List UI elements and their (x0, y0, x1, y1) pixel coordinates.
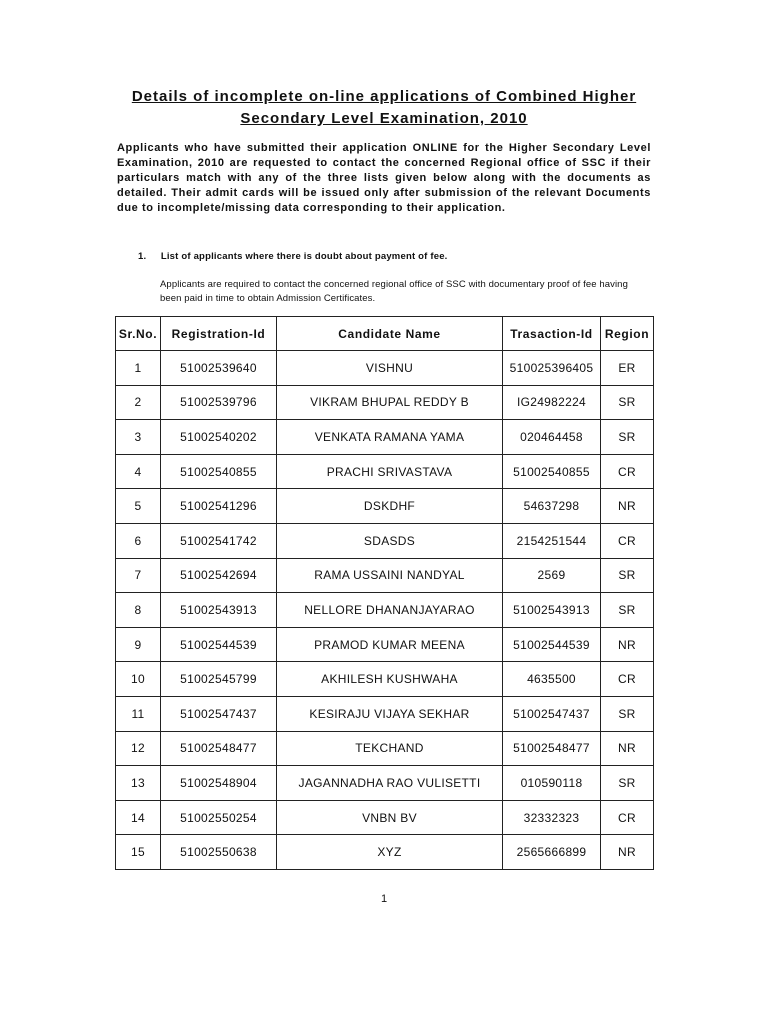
cell-sr-no: 15 (116, 835, 161, 870)
cell-sr-no: 14 (116, 800, 161, 835)
cell-transaction-id: 51002547437 (503, 696, 601, 731)
title-line-2: Secondary Level Examination, 2010 (240, 110, 528, 127)
cell-region: NR (601, 489, 654, 524)
cell-registration-id: 51002539640 (161, 351, 277, 386)
cell-candidate-name: AKHILESH KUSHWAHA (277, 662, 503, 697)
cell-transaction-id: 51002548477 (503, 731, 601, 766)
cell-sr-no: 2 (116, 385, 161, 420)
cell-transaction-id: 32332323 (503, 800, 601, 835)
cell-candidate-name: DSKDHF (277, 489, 503, 524)
header-sr-no: Sr.No. (116, 317, 161, 351)
cell-region: CR (601, 662, 654, 697)
cell-region: CR (601, 800, 654, 835)
cell-transaction-id: 2569 (503, 558, 601, 593)
cell-transaction-id: 510025396405 (503, 351, 601, 386)
cell-registration-id: 51002542694 (161, 558, 277, 593)
intro-paragraph: Applicants who have submitted their application ONLINE for the Higher Secondary Level Examination, 2010 are requested to contact the concerned Regional office of SSC if their particulars match with any of the three lists given below along with the documents as detailed. Their admit cards will be issued only after submission of the relevant Documents due to incomplete/missing data corresponding to their application. (117, 142, 651, 214)
cell-region: SR (601, 766, 654, 801)
table-row (116, 696, 654, 731)
cell-transaction-id: 2565666899 (503, 835, 601, 870)
table-row (116, 489, 654, 524)
cell-region: SR (601, 385, 654, 420)
header-registration-id: Registration-Id (161, 317, 277, 351)
header-transaction-id: Trasaction-Id (503, 317, 601, 351)
cell-registration-id: 51002547437 (161, 696, 277, 731)
cell-sr-no: 1 (116, 351, 161, 386)
cell-candidate-name: TEKCHAND (277, 731, 503, 766)
cell-transaction-id: 51002544539 (503, 627, 601, 662)
cell-transaction-id: 020464458 (503, 420, 601, 455)
header-region: Region (601, 317, 654, 351)
cell-sr-no: 12 (116, 731, 161, 766)
cell-registration-id: 51002548477 (161, 731, 277, 766)
cell-candidate-name: KESIRAJU VIJAYA SEKHAR (277, 696, 503, 731)
cell-registration-id: 51002540855 (161, 454, 277, 489)
table-row (116, 454, 654, 489)
cell-region: SR (601, 593, 654, 628)
table-row (116, 420, 654, 455)
cell-sr-no: 13 (116, 766, 161, 801)
cell-sr-no: 5 (116, 489, 161, 524)
applicants-table (115, 316, 654, 870)
section-1-heading-text: List of applicants where there is doubt about payment of fee. (160, 251, 448, 262)
table-row (116, 385, 654, 420)
cell-registration-id: 51002539796 (161, 385, 277, 420)
section-1-heading (138, 251, 448, 262)
cell-registration-id: 51002541742 (161, 523, 277, 558)
cell-transaction-id: 4635500 (503, 662, 601, 697)
cell-region: NR (601, 731, 654, 766)
section-1-note: Applicants are required to contact the concerned regional office of SSC with documentary proof of fee having been paid in time to obtain Admission Certificates. (160, 279, 628, 304)
cell-registration-id: 51002543913 (161, 593, 277, 628)
cell-candidate-name: VNBN BV (277, 800, 503, 835)
cell-registration-id: 51002550254 (161, 800, 277, 835)
cell-registration-id: 51002540202 (161, 420, 277, 455)
cell-transaction-id: 51002543913 (503, 593, 601, 628)
cell-sr-no: 3 (116, 420, 161, 455)
cell-candidate-name: SDASDS (277, 523, 503, 558)
table-row (116, 558, 654, 593)
table-row (116, 835, 654, 870)
cell-candidate-name: VIKRAM BHUPAL REDDY B (277, 385, 503, 420)
page-number: 1 (380, 893, 388, 905)
cell-sr-no: 6 (116, 523, 161, 558)
cell-registration-id: 51002550638 (161, 835, 277, 870)
cell-region: NR (601, 627, 654, 662)
table-row (116, 593, 654, 628)
cell-transaction-id: IG24982224 (503, 385, 601, 420)
cell-candidate-name: NELLORE DHANANJAYARAO (277, 593, 503, 628)
document-title (100, 86, 668, 130)
cell-candidate-name: JAGANNADHA RAO VULISETTI (277, 766, 503, 801)
header-candidate-name: Candidate Name (277, 317, 503, 351)
cell-sr-no: 9 (116, 627, 161, 662)
cell-region: NR (601, 835, 654, 870)
cell-sr-no: 10 (116, 662, 161, 697)
cell-sr-no: 11 (116, 696, 161, 731)
cell-transaction-id: 2154251544 (503, 523, 601, 558)
table-row (116, 351, 654, 386)
cell-region: SR (601, 558, 654, 593)
cell-sr-no: 8 (116, 593, 161, 628)
table-header-row (116, 317, 654, 351)
cell-registration-id: 51002541296 (161, 489, 277, 524)
cell-sr-no: 7 (116, 558, 161, 593)
cell-transaction-id: 51002540855 (503, 454, 601, 489)
cell-candidate-name: PRACHI SRIVASTAVA (277, 454, 503, 489)
table-row (116, 766, 654, 801)
table-body (116, 351, 654, 870)
cell-registration-id: 51002544539 (161, 627, 277, 662)
cell-region: CR (601, 454, 654, 489)
cell-candidate-name: XYZ (277, 835, 503, 870)
cell-registration-id: 51002545799 (161, 662, 277, 697)
table-row (116, 662, 654, 697)
title-line-1: Details of incomplete on-line applications of Combined Higher (131, 88, 637, 105)
cell-candidate-name: VENKATA RAMANA YAMA (277, 420, 503, 455)
table-row (116, 800, 654, 835)
cell-sr-no: 4 (116, 454, 161, 489)
cell-candidate-name: PRAMOD KUMAR MEENA (277, 627, 503, 662)
cell-candidate-name: VISHNU (277, 351, 503, 386)
cell-region: SR (601, 696, 654, 731)
section-1-number: 1. (138, 251, 147, 262)
cell-region: ER (601, 351, 654, 386)
table-row (116, 523, 654, 558)
cell-region: CR (601, 523, 654, 558)
cell-region: SR (601, 420, 654, 455)
cell-registration-id: 51002548904 (161, 766, 277, 801)
table-row (116, 627, 654, 662)
cell-candidate-name: RAMA USSAINI NANDYAL (277, 558, 503, 593)
table-row (116, 731, 654, 766)
cell-transaction-id: 54637298 (503, 489, 601, 524)
cell-transaction-id: 010590118 (503, 766, 601, 801)
